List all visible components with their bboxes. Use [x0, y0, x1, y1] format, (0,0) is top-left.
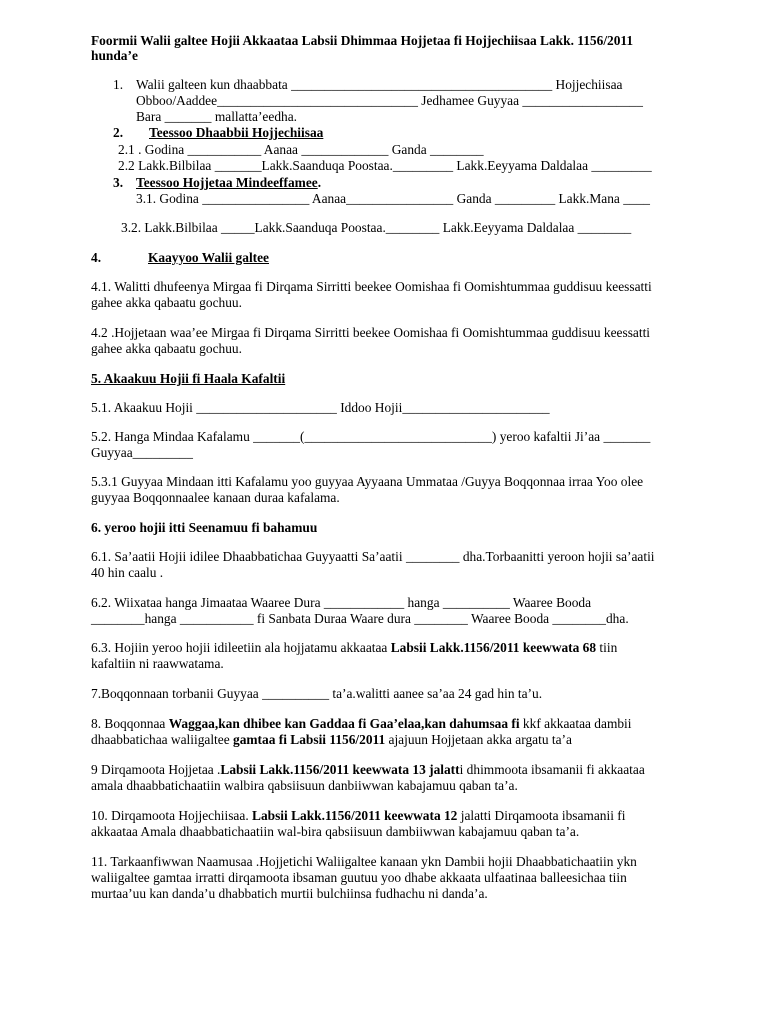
section-10-line-2: akkaataa Amala dhaabbatichaatiin wal-bira qabsiisuun dambiiwwan kabajamuu qaban ta’a.: [91, 824, 580, 839]
section-1-line-3: Bara _______ mallatta’eedha.: [136, 109, 297, 124]
section-6-1-line-1: 6.1. Sa’aatii Hojii idilee Dhaabbatichaa Guyyaatti Sa’aatii ________ dha.Torbaanitti yeroon hojii sa’aatii: [91, 549, 655, 564]
section-1-number: 1.: [113, 77, 124, 92]
section-9-line-1: [91, 762, 645, 778]
section-10-law-reference: Labsii Lakk.1156/2011 keewwata 12: [252, 808, 458, 823]
section-8-line-2: [91, 732, 572, 748]
section-8-text: 8. Boqqonnaa: [91, 716, 169, 731]
section-9-line-2: amala dhaabbatichaatiin walbira qabsiisuun danbiiwwan kabajamuu qaban ta’a.: [91, 778, 518, 793]
section-4-2-line-2: gahee akka qabaatu gochuu.: [91, 341, 242, 356]
section-6-3-text-tail: tiin: [596, 640, 618, 655]
section-5-3-1-line-2: guyyaa Boqqonnaalee kanaan duraa kafalama.: [91, 490, 340, 505]
section-11-line-1: 11. Tarkaanfiwwan Naamusaa .Hojjetichi Waliigaltee kanaan ykn Dambii hojii Dhaabbatichaatiin ykn: [91, 854, 637, 869]
section-2-row-1: 2.1 . Godina ___________ Aanaa _____________ Ganda ________: [118, 142, 484, 157]
section-3-number: 3.: [113, 175, 124, 190]
section-9-law-reference: Labsii Lakk.1156/2011 keewwata 13 jalatt: [220, 762, 460, 777]
section-8-law-reference: gamtaa fi Labsii 1156/2011: [233, 732, 386, 747]
section-6-3-line-2: kafaltiin ni raawwatama.: [91, 656, 224, 671]
section-8-line-2-tail: ajajuun Hojjetaan akka argatu ta’a: [385, 732, 572, 747]
section-8-line-2-text: dhaabbatichaa waliigaltee: [91, 732, 234, 747]
section-4-number: 4.: [91, 250, 102, 265]
section-2-row-2: 2.2 Lakk.Bilbilaa _______Lakk.Saanduqa Poostaa._________ Lakk.Eeyyama Daldalaa _________: [118, 158, 652, 173]
section-11-line-3: murtaa’uu kan danda’u dhabbatich murtii bulchiinsa fudhachu ni danda’a.: [91, 886, 488, 901]
section-8-text-tail: kkf akkaataa dambii: [519, 716, 632, 731]
section-3-row-1: 3.1. Godina ________________ Aanaa________________ Ganda _________ Lakk.Mana ____: [136, 191, 650, 206]
section-9-text-tail: i dhimmoota ibsamanii fi akkaataa: [459, 762, 645, 777]
section-6-3-law-reference: Labsii Lakk.1156/2011 keewwata 68: [390, 640, 597, 655]
section-6-3-text: 6.3. Hojiin yeroo hojii idileetiin ala hojjatamu akkaataa: [91, 640, 391, 655]
section-1-line-2: Obboo/Aaddee______________________________ Jedhamee Guyyaa __________________: [136, 93, 643, 108]
section-10-text-tail: jalatti Dirqamoota ibsamanii fi: [457, 808, 626, 823]
section-6-2-line-1: 6.2. Wiixataa hanga Jimaataa Waaree Dura ____________ hanga __________ Waaree Booda: [91, 595, 592, 610]
section-4-1-line-2: gahee akka qabaatu gochuu.: [91, 295, 242, 310]
section-4-2-line-1: 4.2 .Hojjetaan waa’ee Mirgaa fi Dirqama Sirritti beekee Oomishaa fi Oomishtummaa guddisuu keessatti: [91, 325, 651, 340]
section-10-line-1: [91, 808, 625, 824]
section-8-leave-types: Waggaa,kan dhibee kan Gaddaa fi Gaa’elaa,kan dahumsaa fi: [168, 716, 520, 731]
section-6-2-line-2: ________hanga ___________ fi Sanbata Duraa Waare dura ________ Waaree Booda ________dha.: [91, 611, 629, 626]
section-6-1-line-2: 40 hin caalu .: [91, 565, 164, 580]
section-11-line-2: waliigaltee gamtaa irratti dirqamoota ibsaman guutuu yoo dhabe akkaata ulfaatinaa balleesichaa tiin: [91, 870, 627, 885]
section-1-line-1: Walii galteen kun dhaabbata _______________________________________ Hojjechiisaa: [136, 77, 623, 92]
section-9-text: 9 Dirqamoota Hojjetaa .: [91, 762, 221, 777]
section-10-text: 10. Dirqamoota Hojjechiisaa.: [91, 808, 253, 823]
section-6-heading: 6. yeroo hojii itti Seenamuu fi bahamuu: [91, 520, 318, 535]
section-3-heading-wrap: [136, 175, 321, 191]
document-title-line-1: Foormii Walii galtee Hojii Akkaataa Labsii Dhimmaa Hojjetaa fi Hojjechiisaa Lakk. 1156/2011: [91, 33, 634, 48]
section-7: 7.Boqqonnaan torbanii Guyyaa __________ ta’a.walitti aanee sa’aa 24 gad hin ta’u.: [91, 686, 543, 701]
section-3-row-2: 3.2. Lakk.Bilbilaa _____Lakk.Saanduqa Poostaa.________ Lakk.Eeyyama Daldalaa ________: [121, 220, 632, 235]
section-5-2-line-1: 5.2. Hanga Mindaa Kafalamu _______(____________________________) yeroo kafaltii Ji’aa _______: [91, 429, 651, 444]
section-5-1: 5.1. Akaakuu Hojii _____________________ Iddoo Hojii______________________: [91, 400, 550, 415]
section-5-3-1-line-1: 5.3.1 Guyyaa Mindaan itti Kafalamu yoo guyyaa Ayyaana Ummataa /Guyya Boqqonnaa irraa Yoo olee: [91, 474, 644, 489]
section-8-line-1: [91, 716, 632, 732]
section-5-2-line-2: Guyyaa_________: [91, 445, 193, 460]
section-3-heading-period: .: [317, 175, 322, 190]
section-2-heading: Teessoo Dhaabbii Hojjechiisaa: [149, 125, 324, 140]
document-title-line-2: hunda’e: [91, 48, 138, 63]
section-6-3-line-1: [91, 640, 617, 656]
section-4-1-line-1: 4.1. Walitti dhufeenya Mirgaa fi Dirqama Sirritti beekee Oomishaa fi Oomishtummaa guddisuu keessatti: [91, 279, 652, 294]
section-3-heading: Teessoo Hojjetaa Mindeeffamee: [136, 175, 318, 190]
section-2-number: 2.: [113, 125, 124, 140]
section-4-heading: Kaayyoo Walii galtee: [148, 250, 270, 265]
section-5-heading: 5. Akaakuu Hojii fi Haala Kafaltii: [91, 371, 286, 386]
